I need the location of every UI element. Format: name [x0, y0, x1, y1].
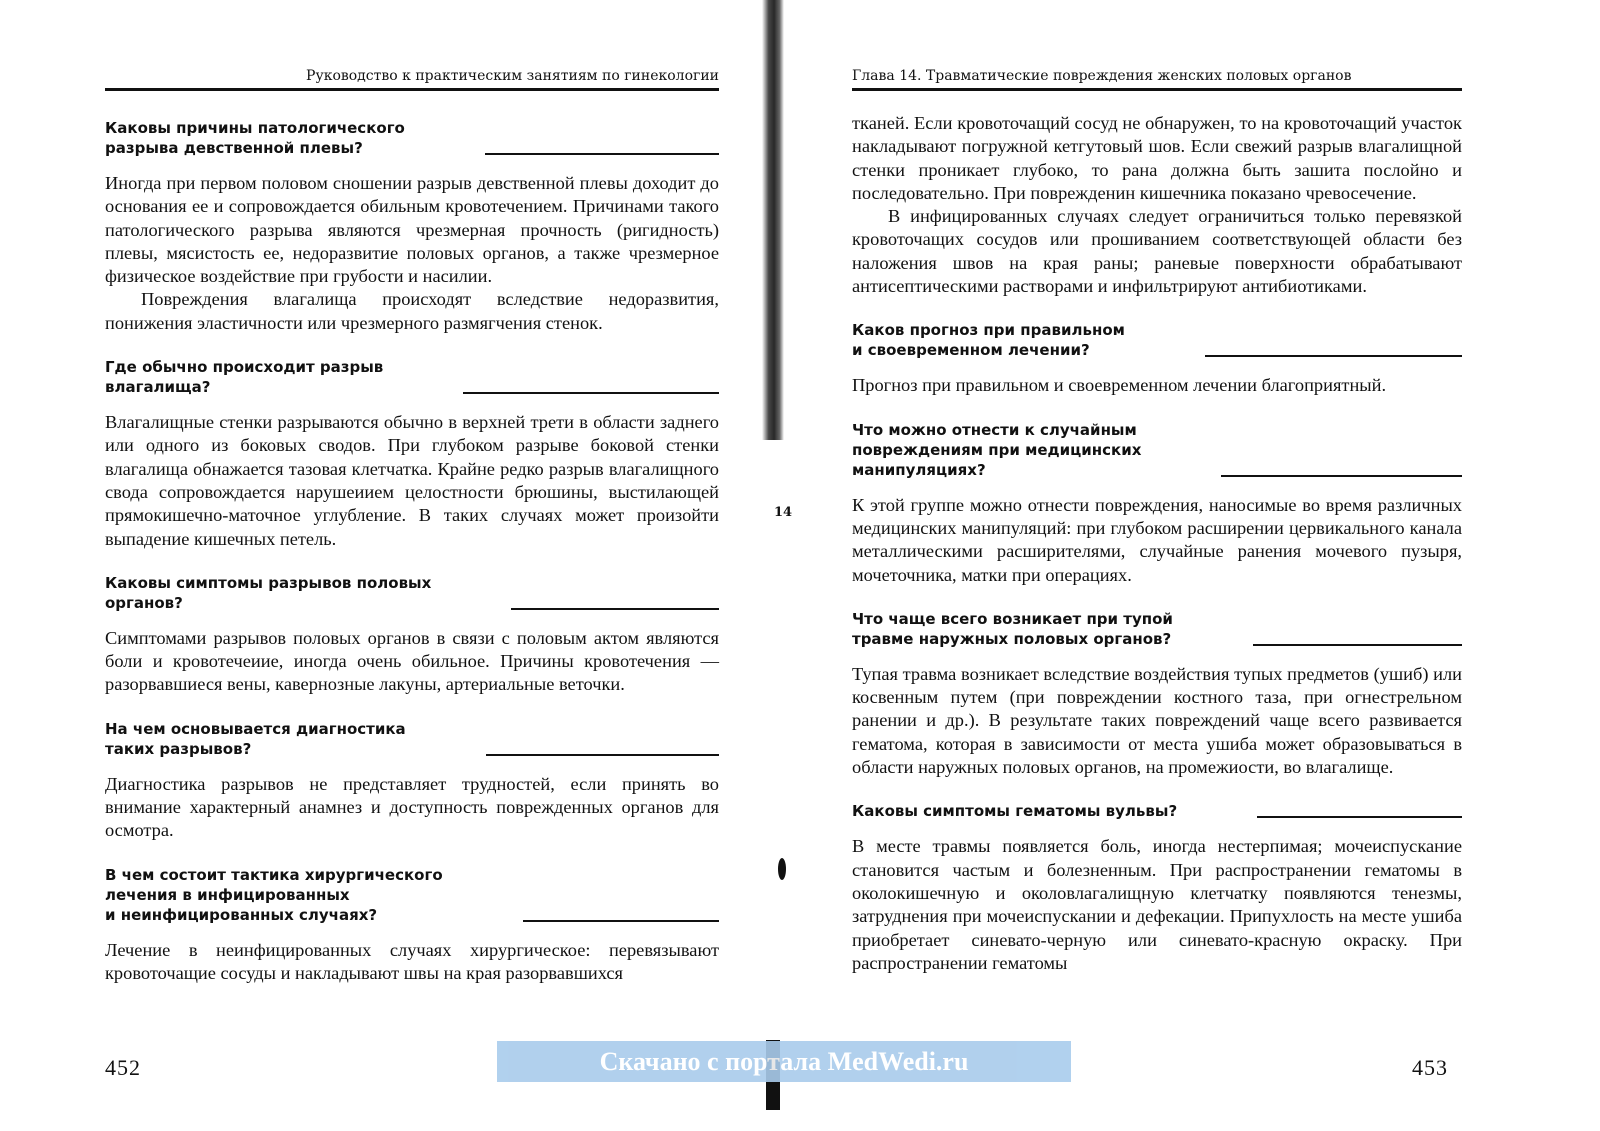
- question-rule: [486, 754, 719, 756]
- watermark-banner: Скачано с портала MedWedi.ru: [497, 1041, 1071, 1082]
- answer-paragraph: Повреждения влагалища происходят вследствие недоразвития, понижения эластичности или чрезмерного размягчения стенок.: [105, 289, 719, 333]
- page-number-left: 452: [105, 1055, 141, 1080]
- running-head-right: Глава 14. Травматические повреждения женских половых органов: [852, 68, 1462, 91]
- answer-paragraph: Симптомами разрывов половых органов в связи с половым актом являются боли и кровотечеиие, иногда очень обильное. Причины кровотечения — разорвавшиеся вены, кавернозные лакуны, артериальные веточки.: [105, 627, 719, 695]
- question-heading: [105, 573, 719, 613]
- question-text: Каков прогноз при правильном и своевременном лечении?: [852, 321, 1125, 360]
- block-spacer: [105, 335, 719, 357]
- book-gutter: [752, 0, 800, 1131]
- question-text: Каковы симптомы гематомы вульвы?: [852, 802, 1178, 821]
- question-rule: [1221, 475, 1462, 477]
- question-heading: [105, 865, 719, 925]
- question-rule: [523, 920, 719, 922]
- chapter-marker: 14: [774, 505, 793, 520]
- question-heading: [105, 118, 719, 158]
- question-rule: [1253, 644, 1462, 646]
- question-heading: [852, 420, 1462, 480]
- paragraph: тканей. Если кровоточащий сосуд не обнаружен, то на кровоточащий участок накладывают погружной кетгутовый шов. Если свежий разрыв влагалищной стенки проникает глубоко, то рана должна быть зашита послойно и последовательно. При поврежденин кишечника показано чревосечение.: [852, 113, 1462, 203]
- question-heading: [105, 357, 719, 397]
- question-heading: [852, 320, 1462, 360]
- question-text: Где обычно происходит разрыв влагалища?: [105, 358, 384, 397]
- question-rule: [485, 153, 719, 155]
- right-column: [852, 112, 1462, 975]
- question-heading: [852, 609, 1462, 649]
- right-page: [800, 0, 1600, 1131]
- question-heading: [105, 719, 719, 759]
- block-spacer: [852, 587, 1462, 609]
- block-spacer: [105, 551, 719, 573]
- block-spacer: [105, 697, 719, 719]
- block-spacer: [105, 843, 719, 865]
- question-text: На чем основывается диагностика таких разрывов?: [105, 719, 406, 758]
- answer-paragraph: Прогноз при правильном и своевременном лечении благоприятный.: [852, 375, 1387, 396]
- binding-mark: [778, 858, 786, 880]
- question-text: В чем состоит тактика хирургического лечения в инфицированных и неинфицированных случаях?: [105, 865, 443, 924]
- block-spacer: [852, 298, 1462, 320]
- question-heading: [852, 801, 1462, 821]
- running-head-left: Руководство к практическим занятиям по гинекологии: [105, 68, 719, 91]
- question-rule: [511, 608, 719, 610]
- spine-shadow: [762, 0, 784, 440]
- answer-paragraph: Тупая травма возникает вследствие воздействия тупых предметов (ушиб) или косвенным путем (при повреждении костного таза, при огнестрельном ранении и др.). В результате таких повреждений чаще всего развивается гематома, которая в зависимости от места ушиба может образовываться в области наружных половых органов, на промежиости, во влагалище.: [852, 663, 1462, 778]
- paragraph: В инфицированных случаях следует ограничиться только перевязкой кровоточащих сосудов или прошиванием соответствующей области без наложения швов на края раны; раневые поверхности обрабатывают антисептическими растворами и инфильтрируют антибиотиками.: [852, 206, 1462, 297]
- question-text: Каковы причины патологического разрыва девственной плевы?: [105, 119, 405, 157]
- block-spacer: [852, 779, 1462, 801]
- question-text: Что можно отнести к случайным повреждениям при медицинских манипуляциях?: [852, 420, 1142, 479]
- answer-paragraph: Диагностика разрывов не представляет трудностей, если принять во внимание характерный анамнез и доступность поврежденных органов для осмотра.: [105, 773, 719, 841]
- block-spacer: [852, 398, 1462, 420]
- answer-paragraph: Лечение в неинфицированных случаях хирургическое: перевязывают кровоточащие сосуды и накладывают швы на края разорвавшихся: [105, 939, 719, 983]
- question-text: Каковы симптомы разрывов половых органов?: [105, 573, 432, 612]
- page-number-right: 453: [1412, 1055, 1448, 1080]
- left-page: [0, 0, 780, 1131]
- left-column: [105, 118, 719, 985]
- question-rule: [1257, 816, 1462, 818]
- answer-paragraph: К этой группе можно отнести повреждения, наносимые во время различных медицинских манипуляций: при глубоком расширении цервикального канала металлическими расширителями, случайные ранения мочевого пузыря, мочеточника, матки при операциях.: [852, 494, 1462, 585]
- question-text: Что чаще всего возникает при тупой травме наружных половых органов?: [852, 609, 1173, 648]
- answer-paragraph: Иногда при первом половом сношении разрыв девственной плевы доходит до основания ее и сопровождается обильным кровотечением. Причинами такого патологического разрыва являются чрезмерная прочность (ригидность) плевы, мясистость ее, недоразвитие половых органов, а также чрезмерное физическое воздействие при грубости и насилии.: [105, 173, 719, 287]
- answer-paragraph: Влагалищные стенки разрываются обычно в верхней трети в области заднего или одного из боковых сводов. При глубоком разрыве боковой стенки влагалища обнажается тазовая клетчатка. Крайне редко разрыв влагалищного свода сопровождается нарушеиием целостности брюшины, выстилающей прямокишечно-маточное углубление. В таких случаях может произойти выпадение кишечных петель.: [105, 412, 719, 549]
- question-rule: [1205, 355, 1462, 357]
- question-rule: [463, 392, 719, 394]
- answer-paragraph: В месте травмы появляется боль, иногда нестерпимая; мочеиспускание становится частым и болезненным. При распространении гематомы в околокишечную и околовлагалищную клетчатку появляются тенезмы, затруднения при мочеиспускании и дефекации. Припухлость на месте ушиба приобретает синевато-черную или синевато-красную окраску. При распространении гематомы: [852, 836, 1462, 973]
